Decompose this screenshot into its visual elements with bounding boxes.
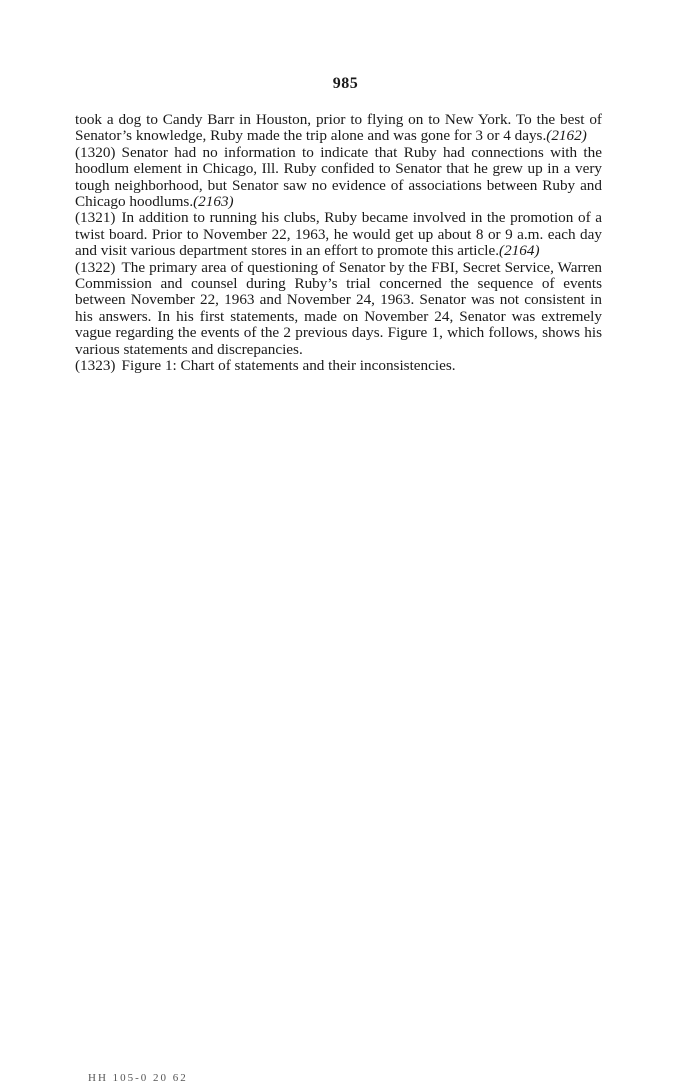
paragraph-1321 bbox=[75, 210, 602, 259]
paragraph-text: took a dog to Candy Barr in Houston, prior to flying on to New York. To the best of Senator’s knowledge, Ruby made the trip alone and was gone for 3 or 4 days. bbox=[75, 111, 602, 145]
paragraph-continuation bbox=[75, 112, 602, 145]
body-text bbox=[75, 112, 602, 375]
footer-archive-mark: HH 105-0 20 62 bbox=[88, 1072, 188, 1084]
paragraph-number: (1320) bbox=[75, 143, 116, 161]
paragraph-1322 bbox=[75, 260, 602, 358]
page-number: 985 bbox=[332, 75, 359, 92]
paragraph-text: Senator had no information to indicate that Ruby had connections with the hoodlum element in Chicago, Ill. Ruby confided to Senator that he grew up in a very tough neighborhood, but Senator saw no evidence of associations between Ruby and Chicago hoodlums. bbox=[75, 143, 602, 211]
citation: (2162) bbox=[546, 127, 587, 145]
citation: (2163) bbox=[193, 193, 234, 211]
citation: (2164) bbox=[499, 242, 540, 260]
paragraph-text: The primary area of questioning of Senator by the FBI, Secret Service, Warren Commission and counsel during Ruby’s trial concerned the sequence of events between November 22, 1963 and November 24, 1963. Senator was not consistent in his answers. In his first statements, made on November 24, Senator was extremely vague regarding the events of the 2 previous days. Figure 1, which follows, shows his various statements and discrepancies. bbox=[75, 258, 602, 358]
paragraph-number: (1322) bbox=[75, 258, 116, 276]
figure-caption: Figure 1: Chart of statements and their inconsistencies. bbox=[121, 357, 456, 375]
paragraph-number: (1323) bbox=[75, 357, 116, 375]
paragraph-number: (1321) bbox=[75, 209, 116, 227]
paragraph-text: In addition to running his clubs, Ruby became involved in the promotion of a twist board. Prior to November 22, 1963, he would get up about 8 or 9 a.m. each day and visit various department stores in an effort to promote this article. bbox=[75, 209, 602, 260]
paragraph-1323 bbox=[75, 358, 602, 374]
paragraph-1320 bbox=[75, 145, 602, 211]
